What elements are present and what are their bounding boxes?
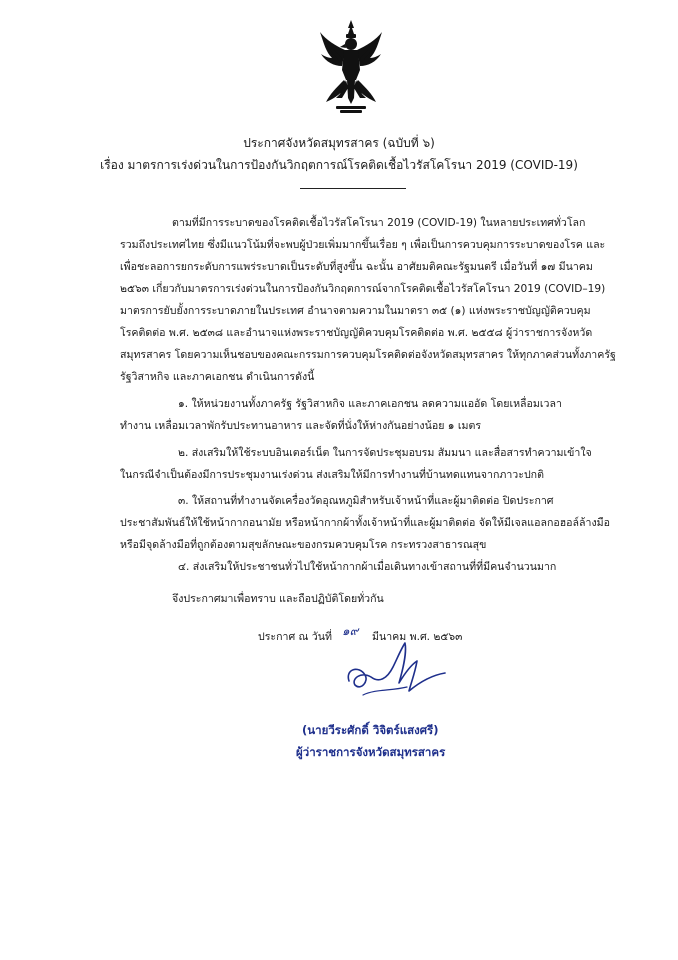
- paragraph-line: สมุทรสาคร โดยความเห็นชอบของคณะกรรมการควบคุมโรคติดต่อจังหวัดสมุทรสาคร ให้ทุกภาคส่วนทั้งภาครัฐ: [120, 349, 616, 361]
- paragraph-line: ตามที่มีการระบาดของโรคติดเชื้อไวรัสโคโรนา 2019 (COVID-19) ในหลายประเทศทั่วโลก: [172, 217, 586, 229]
- dateline-suffix: มีนาคม พ.ศ. ๒๕๖๓: [372, 631, 463, 643]
- handwritten-signature: [335, 625, 455, 715]
- dateline-day: ๑๙: [342, 624, 359, 638]
- measure-item-2-cont: ในกรณีจำเป็นต้องมีการประชุมงานเร่งด่วน ส่งเสริมให้มีการทำงานที่บ้านทดแทนจากภาวะปกติ: [120, 469, 544, 481]
- paragraph-line: รวมถึงประเทศไทย ซึ่งมีแนวโน้มที่จะพบผู้ป่วยเพิ่มมากขึ้นเรื่อย ๆ เพื่อเป็นการควบคุมการระบาดของโรค และ: [120, 239, 606, 251]
- paragraph-line: รัฐวิสาหกิจ และภาคเอกชน ดำเนินการดังนี้: [120, 371, 315, 383]
- measure-item-3-cont: ประชาสัมพันธ์ให้ใช้หน้ากากอนามัย หรือหน้ากากผ้าทั้งเจ้าหน้าที่และผู้มาติดต่อ จัดให้มีเจลแอลกอฮอล์ล้างมือ: [120, 517, 610, 529]
- measure-item-3-cont: หรือมีจุดล้างมือที่ถูกต้องตามสุขลักษณะของกรมควบคุมโรค กระทรวงสาธารณสุข: [120, 539, 487, 551]
- closing-statement: จึงประกาศมาเพื่อทราบ และถือปฏิบัติโดยทั่วกัน: [172, 593, 384, 605]
- paragraph-line: เพื่อชะลอการยกระดับการแพร่ระบาดเป็นระดับที่สูงขึ้น ฉะนั้น อาศัยมติคณะรัฐมนตรี เมื่อวันที่ ๑๗ มีนาคม: [120, 261, 593, 273]
- signatory-position: ผู้ว่าราชการจังหวัดสมุทรสาคร: [296, 745, 446, 759]
- paragraph-line: มาตรการยับยั้งการระบาดภายในประเทศ อำนาจตามความในมาตรา ๓๕ (๑) แห่งพระราชบัญญัติควบคุม: [120, 305, 591, 317]
- signatory-name: (นายวีระศักดิ์ วิจิตร์แสงศรี): [302, 723, 439, 737]
- measure-item-1: ๑. ให้หน่วยงานทั้งภาครัฐ รัฐวิสาหกิจ และภาคเอกชน ลดความแออัด โดยเหลื่อมเวลา: [178, 398, 562, 410]
- measure-item-2: ๒. ส่งเสริมให้ใช้ระบบอินเตอร์เน็ต ในการจัดประชุมอบรม สัมมนา และสื่อสารทำความเข้าใจ: [178, 447, 592, 459]
- announcement-title: ประกาศจังหวัดสมุทรสาคร (ฉบับที่ ๖): [243, 136, 435, 150]
- announcement-subject: เรื่อง มาตรการเร่งด่วนในการป้องกันวิกฤตการณ์โรคติดเชื้อไวรัสโคโรนา 2019 (COVID-19): [100, 158, 578, 172]
- garuda-emblem-icon: [318, 18, 384, 118]
- paragraph-line: ๒๕๖๓ เกี่ยวกับมาตรการเร่งด่วนในการป้องกันวิกฤตการณ์จากโรคติดเชื้อไวรัสโคโรนา 2019 (COVID–19): [120, 283, 606, 295]
- measure-item-4: ๔. ส่งเสริมให้ประชาชนทั่วไปใช้หน้ากากผ้าเมื่อเดินทางเข้าสถานที่ที่มีคนจำนวนมาก: [178, 561, 557, 573]
- dateline-prefix: ประกาศ ณ วันที่: [258, 631, 332, 643]
- paragraph-line: โรคติดต่อ พ.ศ. ๒๕๓๘ และอำนาจแห่งพระราชบัญญัติควบคุมโรคติดต่อ พ.ศ. ๒๕๕๘ ผู้ว่าราชการจังหวัด: [120, 327, 593, 339]
- title-divider: [300, 188, 406, 189]
- measure-item-3: ๓. ให้สถานที่ทำงานจัดเครื่องวัดอุณหภูมิสำหรับเจ้าหน้าที่และผู้มาติดต่อ ปิดประกาศ: [178, 495, 554, 507]
- measure-item-1-cont: ทำงาน เหลื่อมเวลาพักรับประทานอาหาร และจัดที่นั่งให้ห่างกันอย่างน้อย ๑ เมตร: [120, 420, 482, 432]
